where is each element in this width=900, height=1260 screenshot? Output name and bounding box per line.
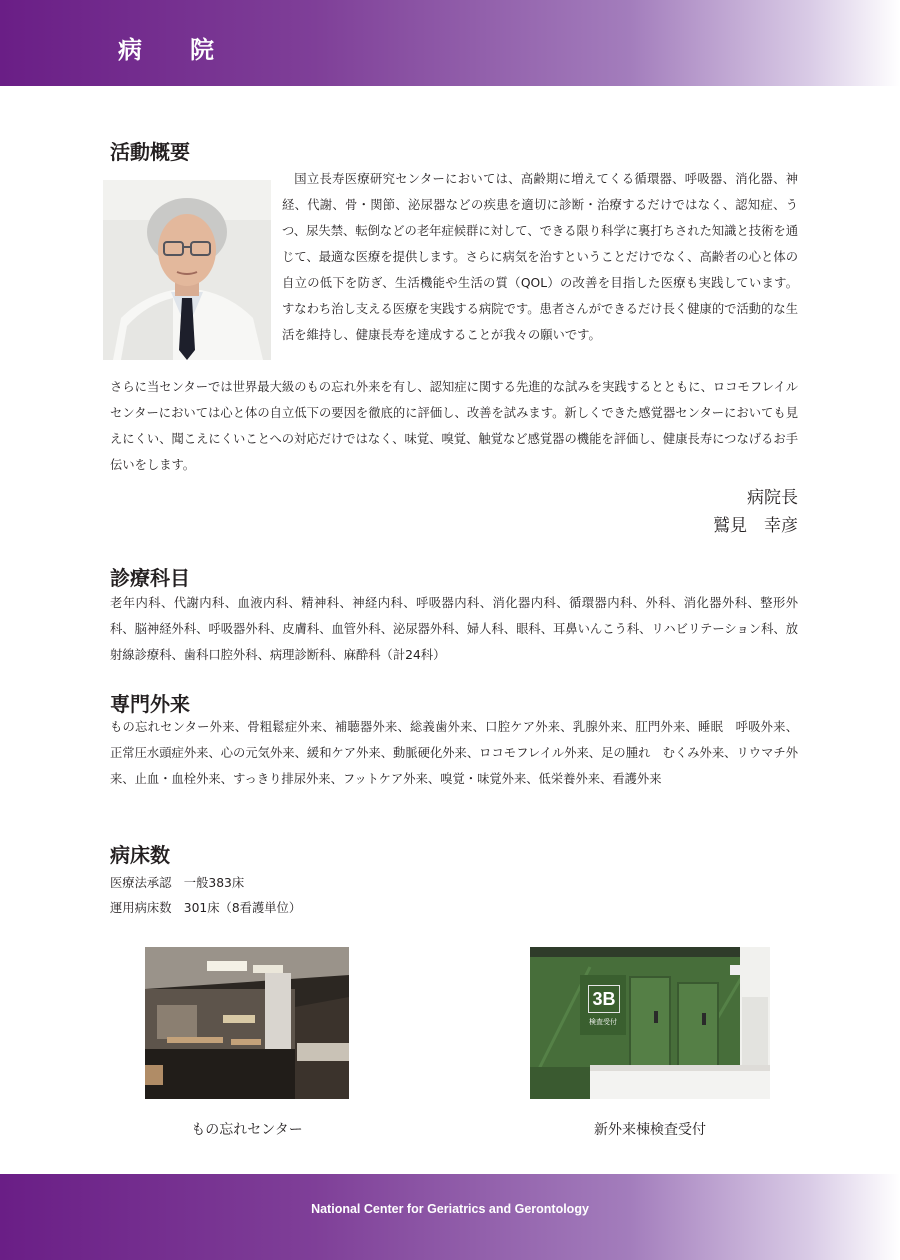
beds-operational: 運用病床数 301床（8看護単位） bbox=[110, 901, 302, 915]
page-title: 病 院 bbox=[118, 36, 226, 64]
signature-role: 病院長 bbox=[747, 488, 798, 508]
reception-photo bbox=[530, 947, 770, 1099]
beds-heading: 病床数 bbox=[110, 843, 170, 867]
departments-heading: 診療科目 bbox=[110, 566, 190, 590]
specialty-heading: 専門外来 bbox=[110, 692, 190, 716]
overview-heading: 活動概要 bbox=[110, 140, 190, 164]
sign-3b: 3B bbox=[588, 985, 620, 1013]
reception-caption: 新外来棟検査受付 bbox=[594, 1122, 706, 1138]
specialty-text: もの忘れセンター外来、骨粗鬆症外来、補聴器外来、総義歯外来、口腔ケア外来、乳腺外来、肛門外来、睡眠 呼吸外来、正常圧水頭症外来、心の元気外来、緩和ケア外来、動脈硬化外来、ロコモフレイル外来、足の腫れ むくみ外来、リウマチ外来、止血・血栓外来、すっきり排尿外来、フットケア外来、嗅覚・味覚外来、低栄養外来、看護外来 bbox=[110, 720, 798, 786]
overview-paragraph-1: 国立長寿医療研究センターにおいては、高齢期に増えてくる循環器、呼吸器、消化器、神経、代謝、骨・関節、泌尿器などの疾患を適切に診断・治療するだけではなく、認知症、うつ、尿失禁、転倒などの老年症候群に対して、できる限り科学に裏打ちされた知識と技術を通じて、最適な医療を提供します。さらに病気を治すということだけでなく、高齢者の心と体の自立の低下を防ぎ、生活機能や生活の質（QOL）の改善を目指した医療も実践しています。すなわち治し支える医療を実践する病院です。患者さんができるだけ長く健康的で活動的な生活を維持し、健康長寿を達成することが我々の願いです。 bbox=[282, 172, 798, 342]
memory-center-photo bbox=[145, 947, 349, 1099]
footer-band bbox=[0, 1174, 900, 1260]
overview-paragraph-2: さらに当センターでは世界最大級のもの忘れ外来を有し、認知症に関する先進的な試みを実践するとともに、ロコモフレイルセンターにおいては心と体の自立低下の要因を徹底的に評価し、改善を試みます。新しくできた感覚器センターにおいても見えにくい、聞こえにくいことへの対応だけではなく、味覚、嗅覚、触覚など感覚器の機能を評価し、健康長寿につなげるお手伝いをします。 bbox=[110, 380, 798, 472]
memory-center-caption: もの忘れセンター bbox=[191, 1122, 303, 1138]
footer-org-name: National Center for Geriatrics and Gerontology bbox=[311, 1202, 589, 1216]
director-portrait bbox=[103, 180, 271, 360]
beds-approved: 医療法承認 一般383床 bbox=[110, 876, 245, 890]
sign-reception: 検査受付 bbox=[589, 1018, 617, 1026]
departments-text: 老年内科、代謝内科、血液内科、精神科、神経内科、呼吸器内科、消化器内科、循環器内科、外科、消化器外科、整形外科、脳神経外科、呼吸器外科、皮膚科、血管外科、泌尿器外科、婦人科、眼科、耳鼻いんこう科、リハビリテーション科、放射線診療科、歯科口腔外科、病理診断科、麻酔科（計24科） bbox=[110, 596, 798, 662]
signature-name: 鷲見 幸彦 bbox=[713, 516, 798, 536]
